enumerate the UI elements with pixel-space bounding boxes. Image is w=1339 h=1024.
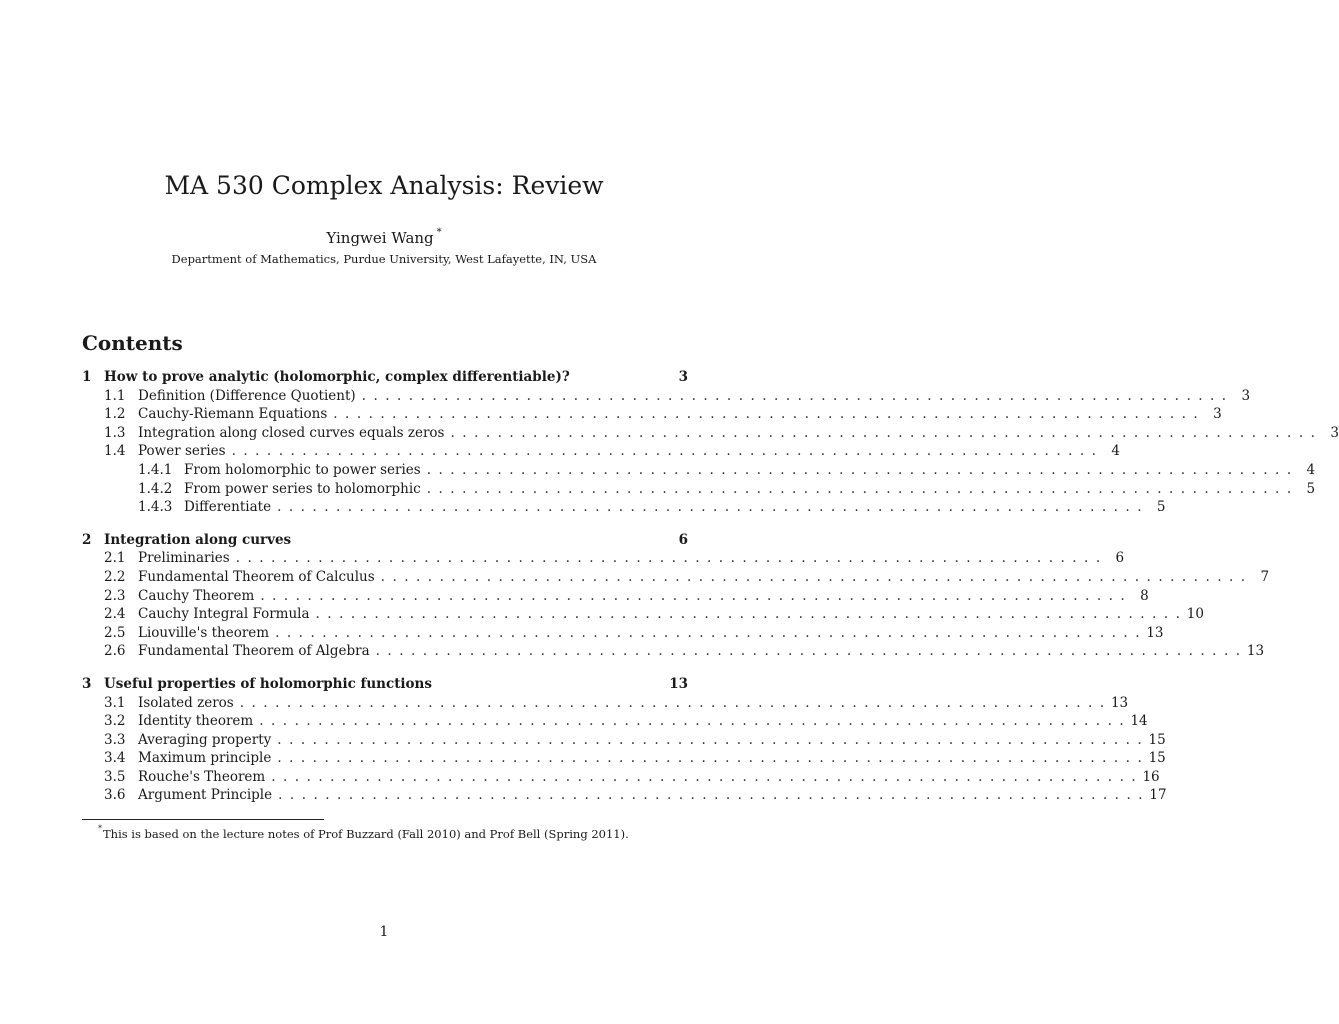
toc-entry-title: From holomorphic to power series [184, 461, 421, 478]
toc-entry-number: 3.1 [104, 694, 126, 711]
toc-entry-number: 1.1 [104, 387, 126, 404]
toc-entry-title: Isolated zeros [138, 694, 234, 711]
toc-page-number: 3 [1330, 424, 1339, 441]
toc-dot-leader [362, 387, 1226, 406]
toc-page-number: 15 [1148, 731, 1166, 748]
toc-dot-leader [278, 786, 1142, 805]
toc-section-3 [82, 675, 1167, 805]
toc-subsubsection-entry[interactable] [82, 461, 1316, 480]
toc-page-number: 16 [1142, 768, 1160, 785]
toc-entry-number: 1.2 [104, 406, 126, 423]
toc-dot-leader [277, 498, 1141, 517]
toc-entry-number: 3.6 [104, 787, 126, 804]
toc-dot-leader [240, 694, 1104, 713]
toc-page-number: 6 [678, 531, 688, 548]
toc-dot-leader [275, 624, 1139, 643]
toc-dot-leader [381, 568, 1245, 587]
toc-entry-number: 2.1 [104, 550, 126, 567]
toc-dot-leader [451, 424, 1315, 443]
toc-entry-title: Power series [138, 443, 226, 460]
toc-section-1 [82, 368, 1339, 517]
toc-entry-number: 2 [82, 531, 92, 548]
toc-dot-leader [271, 768, 1135, 787]
page-number: 1 [379, 924, 389, 940]
toc-section-heading[interactable] [82, 368, 688, 387]
toc-entry-number: 3 [82, 675, 92, 692]
toc-subsection-entry[interactable] [82, 642, 1265, 661]
toc-entry-number: 2.6 [104, 643, 126, 660]
toc-subsection-entry[interactable] [82, 694, 1129, 713]
toc-page-number: 13 [1146, 624, 1164, 641]
toc-subsection-entry[interactable] [82, 442, 1120, 461]
footnote-text: This is based on the lecture notes of Prof Buzzard (Fall 2010) and Prof Bell (Spring 2011). [103, 826, 629, 841]
toc-subsection-entry[interactable] [82, 405, 1222, 424]
toc-page-number: 13 [669, 675, 688, 692]
toc-entry-title: Useful properties of holomorphic functions [104, 675, 432, 692]
toc-entry-title: Liouville's theorem [138, 624, 270, 641]
toc-entry-title: Fundamental Theorem of Algebra [138, 643, 370, 660]
toc-section-heading[interactable] [82, 675, 688, 694]
toc-entry-number: 1.4.3 [138, 499, 173, 516]
contents-heading: Contents [82, 331, 183, 355]
toc-page-number: 3 [1213, 406, 1222, 423]
toc-entry-title: Identity theorem [138, 713, 254, 730]
toc-entry-number: 1 [82, 369, 92, 385]
toc-subsection-entry[interactable] [82, 749, 1166, 768]
toc-subsection-entry[interactable] [82, 605, 1204, 624]
toc-section-heading[interactable] [82, 531, 688, 550]
footnote-mark: * [98, 824, 102, 833]
toc-entry-title: Maximum principle [138, 750, 272, 767]
toc-subsection-entry[interactable] [82, 731, 1166, 750]
toc-page-number: 3 [678, 369, 688, 385]
toc-dot-leader [277, 749, 1141, 768]
toc-dot-leader [333, 405, 1197, 424]
toc-entry-number: 3.2 [104, 713, 126, 730]
toc-entry-number: 1.4.2 [138, 480, 173, 497]
toc-entry-number: 2.2 [104, 568, 126, 585]
toc-entry-title: Definition (Difference Quotient) [138, 387, 356, 404]
author-affiliation: Department of Mathematics, Purdue University, West Lafayette, IN, USA [171, 252, 597, 266]
toc-page-number: 8 [1140, 587, 1149, 604]
toc-page-number: 5 [1306, 480, 1316, 497]
toc-page-number: 5 [1156, 499, 1166, 516]
toc-entry-number: 3.4 [104, 750, 126, 767]
toc-subsection-entry[interactable] [82, 768, 1160, 787]
toc-subsection-entry[interactable] [82, 786, 1167, 805]
toc-entry-title: Cauchy-Riemann Equations [138, 406, 328, 423]
toc-page-number: 15 [1148, 750, 1166, 767]
toc-subsection-entry[interactable] [82, 624, 1164, 643]
toc-dot-leader [259, 712, 1123, 731]
toc-page-number: 6 [1115, 550, 1125, 567]
table-of-contents [82, 368, 1339, 805]
toc-subsection-entry[interactable] [82, 549, 1125, 568]
document-title: MA 530 Complex Analysis: Review [164, 171, 604, 200]
toc-entry-title: How to prove analytic (holomorphic, complex differentiable)? [104, 369, 570, 385]
toc-entry-title: Differentiate [184, 499, 272, 516]
toc-subsubsection-entry[interactable] [82, 498, 1166, 517]
toc-subsection-entry[interactable] [82, 424, 1339, 443]
toc-page-number: 4 [1306, 461, 1316, 478]
toc-entry-title: Rouche's Theorem [138, 768, 266, 785]
toc-dot-leader [236, 549, 1100, 568]
toc-entry-number: 2.5 [104, 624, 126, 641]
footnote-rule [82, 819, 324, 820]
toc-dot-leader [316, 605, 1180, 624]
toc-dot-leader [277, 731, 1141, 750]
toc-page-number: 3 [1241, 387, 1251, 404]
toc-section-2 [82, 531, 1270, 661]
toc-page-number: 10 [1186, 606, 1204, 623]
toc-entry-title: Averaging property [138, 731, 272, 748]
toc-dot-leader [260, 587, 1124, 606]
footnote [98, 823, 629, 842]
toc-dot-leader [427, 461, 1291, 480]
toc-subsection-entry[interactable] [82, 387, 1251, 406]
toc-subsection-entry[interactable] [82, 712, 1148, 731]
author-footnote-mark: * [436, 227, 442, 238]
toc-dot-leader [232, 442, 1096, 461]
toc-page-number: 4 [1111, 443, 1120, 460]
toc-subsection-entry[interactable] [82, 587, 1149, 606]
toc-entry-number: 3.3 [104, 731, 126, 748]
toc-dot-leader [427, 480, 1291, 499]
toc-subsubsection-entry[interactable] [82, 480, 1316, 499]
toc-page-number: 17 [1149, 787, 1167, 804]
toc-entry-title: Integration along closed curves equals zeros [138, 424, 445, 441]
toc-page-number: 7 [1260, 568, 1270, 585]
toc-entry-title: Cauchy Theorem [138, 587, 255, 604]
toc-dot-leader [376, 642, 1240, 661]
toc-entry-number: 2.4 [104, 606, 126, 623]
toc-entry-number: 1.3 [104, 424, 126, 441]
author-name: Yingwei Wang [326, 229, 434, 247]
toc-page-number: 13 [1246, 643, 1265, 660]
toc-entry-title: From power series to holomorphic [184, 480, 421, 497]
toc-page-number: 14 [1130, 713, 1148, 730]
toc-entry-number: 1.4 [104, 443, 126, 460]
toc-entry-number: 2.3 [104, 587, 126, 604]
toc-entry-number: 3.5 [104, 768, 126, 785]
toc-entry-title: Cauchy Integral Formula [138, 606, 310, 623]
toc-entry-number: 1.4.1 [138, 461, 173, 478]
toc-entry-title: Fundamental Theorem of Calculus [138, 568, 375, 585]
toc-entry-title: Integration along curves [104, 531, 292, 548]
toc-entry-title: Argument Principle [138, 787, 273, 804]
toc-page-number: 13 [1110, 694, 1129, 711]
toc-entry-title: Preliminaries [138, 550, 230, 567]
toc-subsection-entry[interactable] [82, 568, 1270, 587]
author-line [0, 225, 768, 248]
